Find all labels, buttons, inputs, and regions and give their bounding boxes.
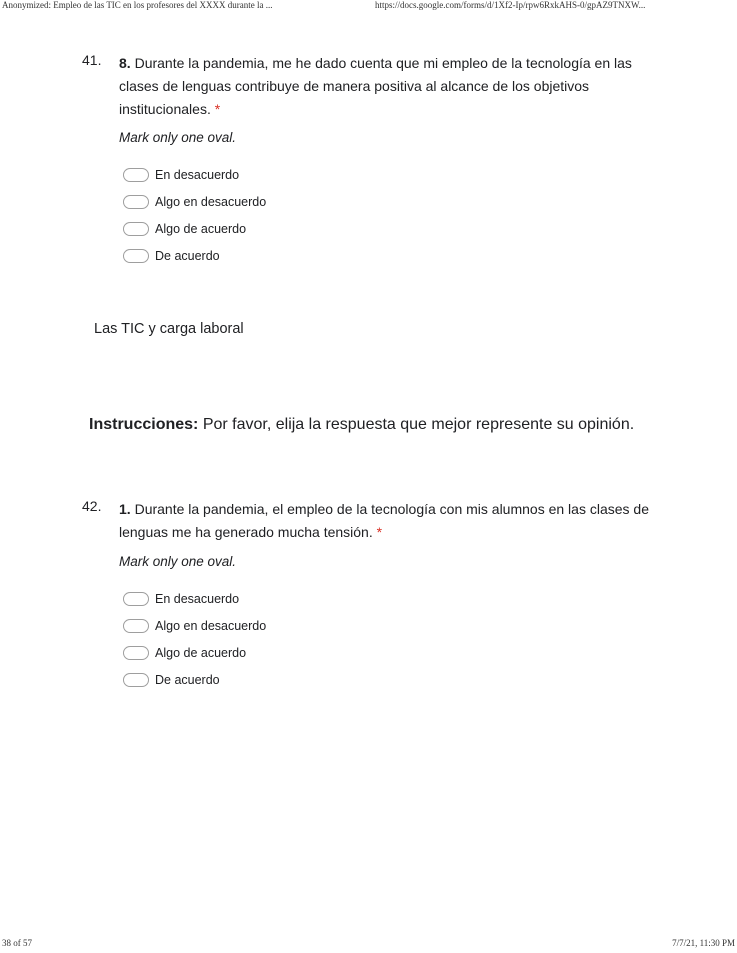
radio-oval[interactable] <box>123 195 149 209</box>
print-header-url: https://docs.google.com/forms/d/1Xf2-Ip/rpw6RxkAHS-0/gpAZ9TNXW... <box>375 0 646 10</box>
question-label: Durante la pandemia, me he dado cuenta que mi empleo de la tecnología en las clases de lenguas contribuye de manera positiva al alcance de los objetivos institucionales. <box>119 55 632 117</box>
question-sub-number: 8. <box>119 55 131 71</box>
instructions-text: Por favor, elija la respuesta que mejor represente su opinión. <box>202 416 635 433</box>
instructions-label: Instrucciones: <box>89 416 199 433</box>
section-instructions <box>89 416 634 434</box>
option-label: En desacuerdo <box>155 592 240 606</box>
radio-oval[interactable] <box>123 592 149 606</box>
question-label: Durante la pandemia, el empleo de la tecnología con mis alumnos en las clases de lenguas me ha generado mucha tensión. <box>119 501 649 540</box>
question-text <box>119 52 649 121</box>
section-title: Las TIC y carga laboral <box>94 321 244 337</box>
print-footer-timestamp: 7/7/21, 11:30 PM <box>672 938 735 948</box>
radio-oval[interactable] <box>123 673 149 687</box>
option-label: Algo en desacuerdo <box>155 619 267 633</box>
print-footer-page: 38 of 57 <box>2 938 32 948</box>
radio-option[interactable] <box>123 589 239 609</box>
option-label: Algo de acuerdo <box>155 222 247 236</box>
radio-option[interactable] <box>123 219 246 239</box>
radio-oval[interactable] <box>123 168 149 182</box>
question-text <box>119 498 649 544</box>
radio-option[interactable] <box>123 670 220 690</box>
option-label: Algo de acuerdo <box>155 646 247 660</box>
radio-oval[interactable] <box>123 222 149 236</box>
option-label: En desacuerdo <box>155 168 240 182</box>
radio-option[interactable] <box>123 246 220 266</box>
question-sub-number: 1. <box>119 501 131 517</box>
option-label: De acuerdo <box>155 249 220 263</box>
question-hint: Mark only one oval. <box>119 130 237 145</box>
radio-option[interactable] <box>123 192 266 212</box>
radio-oval[interactable] <box>123 619 149 633</box>
radio-oval[interactable] <box>123 249 149 263</box>
radio-oval[interactable] <box>123 646 149 660</box>
radio-option[interactable] <box>123 643 246 663</box>
option-label: De acuerdo <box>155 673 220 687</box>
option-label: Algo en desacuerdo <box>155 195 267 209</box>
question-number: 41. <box>82 52 102 68</box>
required-asterisk: * <box>376 524 383 540</box>
question-hint: Mark only one oval. <box>119 554 237 569</box>
print-header-left: Anonymized: Empleo de las TIC en los profesores del XXXX durante la ... <box>2 0 273 10</box>
radio-option[interactable] <box>123 165 239 185</box>
radio-option[interactable] <box>123 616 266 636</box>
question-number: 42. <box>82 498 102 514</box>
required-asterisk: * <box>214 101 221 117</box>
